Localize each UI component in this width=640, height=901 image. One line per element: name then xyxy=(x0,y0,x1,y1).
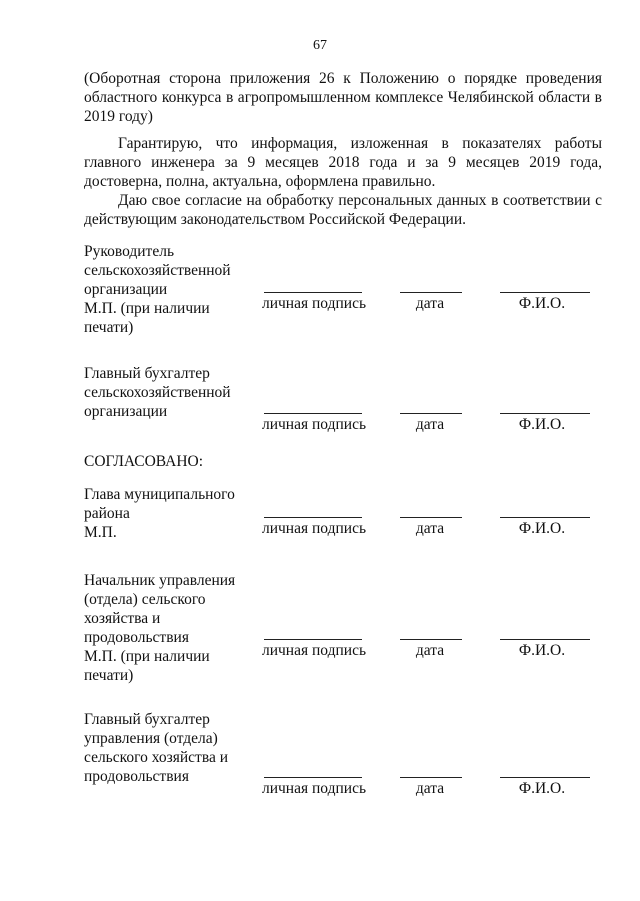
signature-caption: личная подпись xyxy=(261,642,367,659)
signature-caption: личная подпись xyxy=(261,780,367,797)
date-line xyxy=(400,517,462,518)
name-line xyxy=(500,292,590,293)
date-caption: дата xyxy=(415,416,445,433)
name-line xyxy=(500,517,590,518)
guarantee-statement: Гарантирую, что информация, изложенная в показателях работы главного инженера за 9 месяцев 2018 года и за 9 месяцев 2019 года, достоверна, полна, актуальна, оформлена правильно. xyxy=(84,135,602,190)
signer-department-accountant-label: Главный бухгалтер управления (отдела) сельского хозяйства и продовольствия xyxy=(84,711,228,785)
date-line xyxy=(400,777,462,778)
agreed-heading: СОГЛАСОВАНО: xyxy=(84,453,204,470)
page-number: 67 xyxy=(313,38,327,53)
signature-caption: личная подпись xyxy=(261,520,367,537)
date-line xyxy=(400,639,462,640)
signature-line xyxy=(264,292,362,293)
signer-accountant-label: Главный бухгалтер сельскохозяйственной организации xyxy=(84,365,231,420)
name-line xyxy=(500,413,590,414)
signature-line xyxy=(264,639,362,640)
name-caption: Ф.И.О. xyxy=(518,642,566,659)
name-line xyxy=(500,777,590,778)
date-caption: дата xyxy=(415,520,445,537)
name-line xyxy=(500,639,590,640)
appendix-note: (Оборотная сторона приложения 26 к Положению о порядке проведения областного конкурса в агропромышленном комплексе Челябинской области в 2019 году) xyxy=(84,70,602,125)
signature-line xyxy=(264,413,362,414)
date-line xyxy=(400,413,462,414)
signer-district-head-label: Глава муниципального района М.П. xyxy=(84,486,235,541)
signature-line xyxy=(264,517,362,518)
name-caption: Ф.И.О. xyxy=(518,416,566,433)
consent-statement: Даю свое согласие на обработку персональных данных в соответствии с действующим законодательством Российской Федерации. xyxy=(84,192,602,228)
name-caption: Ф.И.О. xyxy=(518,780,566,797)
date-line xyxy=(400,292,462,293)
name-caption: Ф.И.О. xyxy=(518,520,566,537)
signer-department-head-label: Начальник управления (отдела) сельского хозяйства и продовольствия М.П. (при наличии печати) xyxy=(84,572,236,684)
date-caption: дата xyxy=(415,295,445,312)
name-caption: Ф.И.О. xyxy=(518,295,566,312)
signature-caption: личная подпись xyxy=(261,416,367,433)
signer-head-label: Руководитель сельскохозяйственной организации М.П. (при наличии печати) xyxy=(84,243,231,336)
date-caption: дата xyxy=(415,780,445,797)
signature-caption: личная подпись xyxy=(261,295,367,312)
date-caption: дата xyxy=(415,642,445,659)
signature-line xyxy=(264,777,362,778)
